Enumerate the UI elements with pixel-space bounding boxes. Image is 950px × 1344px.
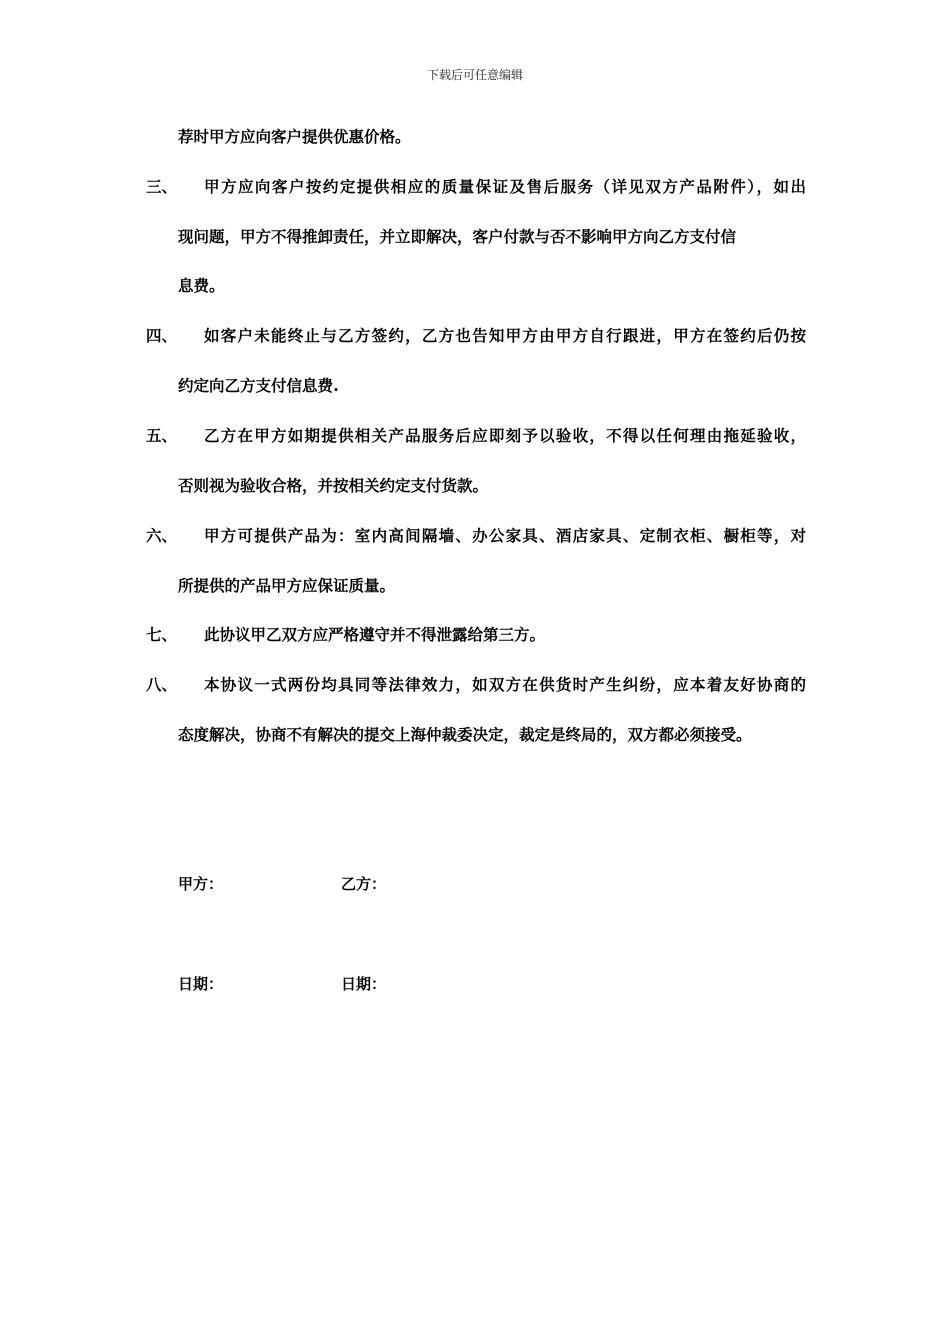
clause-4-number: 四、 <box>146 327 178 345</box>
date-b-label: 日期： <box>341 975 387 993</box>
clause-8-line-1: 本协议一式两份均具同等法律效力，如双方在供货时产生纠纷，应本着友好协商的 <box>204 676 806 694</box>
party-a-label: 甲方： <box>178 875 224 893</box>
clause-3-line-1: 甲方应向客户按约定提供相应的质量保证及售后服务（详见双方产品附件），如出 <box>204 178 806 196</box>
clause-5-number: 五、 <box>146 427 178 445</box>
clause-6-number: 六、 <box>146 527 178 545</box>
clause-8-line-2: 态度解决，协商不有解决的提交上海仲裁委决定，裁定是终局的，双方都必须接受。 <box>178 726 752 744</box>
clause-4-line-2: 约定向乙方支付信息费. <box>178 377 339 395</box>
date-a-label: 日期： <box>178 975 224 993</box>
intro-continuation: 荐时甲方应向客户提供优惠价格。 <box>178 128 411 146</box>
party-b-label: 乙方： <box>341 875 387 893</box>
clause-5-line-1: 乙方在甲方如期提供相关产品服务后应即刻予以验收，不得以任何理由拖延验收， <box>204 427 806 445</box>
clause-4-line-1: 如客户未能终止与乙方签约，乙方也告知甲方由甲方自行跟进，甲方在签约后仍按 <box>204 327 806 345</box>
clause-3-line-2: 现问题，甲方不得推卸责任，并立即解决，客户付款与否不影响甲方向乙方支付信 <box>178 228 737 246</box>
clause-3-number: 三、 <box>146 178 178 196</box>
clause-6-line-1: 甲方可提供产品为：室内高间隔墙、办公家具、酒店家具、定制衣柜、橱柜等，对 <box>204 527 806 545</box>
clause-8-number: 八、 <box>146 676 178 694</box>
clause-7-number: 七、 <box>146 626 178 644</box>
clause-3-line-3: 息费。 <box>178 277 225 295</box>
header-note: 下载后可任意编辑 <box>426 68 523 82</box>
clause-5-line-2: 否则视为验收合格，并按相关约定支付货款。 <box>178 477 489 495</box>
clause-6-line-2: 所提供的产品甲方应保证质量。 <box>178 577 396 595</box>
clause-7-line-1: 此协议甲乙双方应严格遵守并不得泄露给第三方。 <box>204 626 546 644</box>
